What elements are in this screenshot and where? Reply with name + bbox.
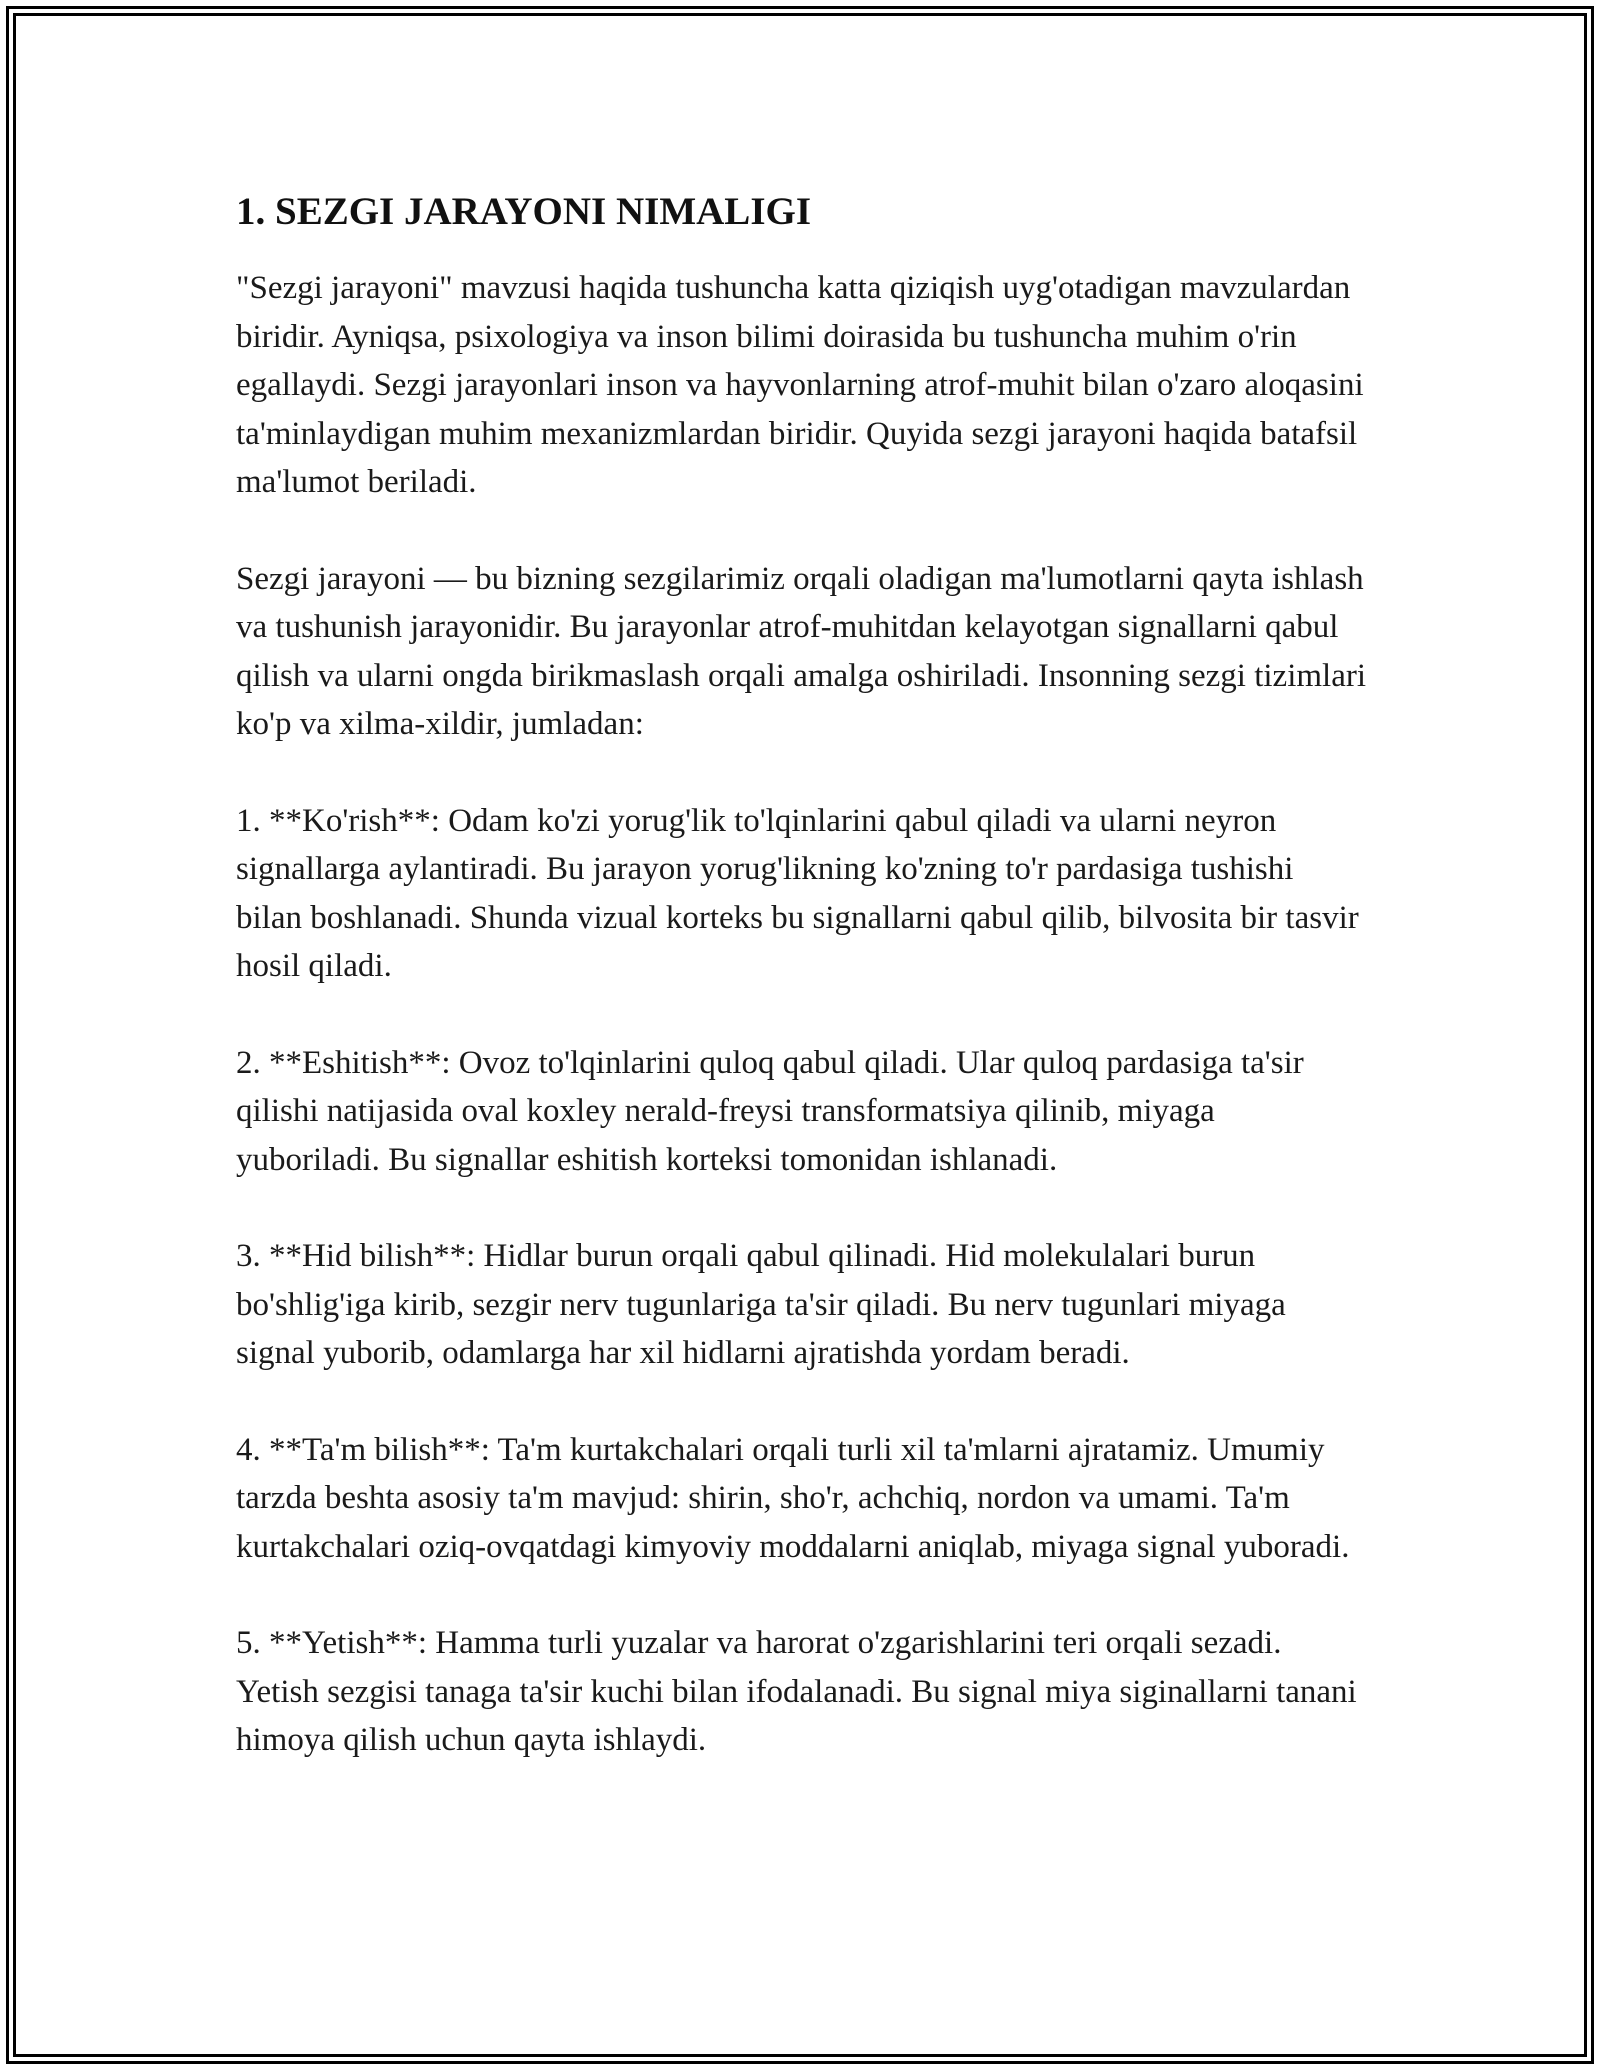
list-item-hearing: 2. **Eshitish**: Ovoz to'lqinlarini quloq qabul qiladi. Ular quloq pardasiga ta'sir qilishi natijasida oval koxley nerald-freysi transformatsiya qilinib, miyaga yuboriladi. Bu signallar eshitish korteksi tomonidan ishlanadi. [236,1044,1304,1178]
list-item-touch: 5. **Yetish**: Hamma turli yuzalar va harorat o'zgarishlarini teri orqali sezadi. Yetish sezgisi tanaga ta'sir kuchi bilan ifodalanadi. Bu signal miya siginallarni tanani himoya qilish uchun qayta ishlaydi. [236,1625,1357,1758]
list-item-sight: 1. **Ko'rish**: Odam ko'zi yorug'lik to'lqinlarini qabul qiladi va ularni neyron signallarga aylantiradi. Bu jarayon yorug'likning ko'zning to'r pardasiga tushishi bilan boshlanadi. Shunda vizual korteks bu signallarni qabul qilib, bilvosita bir tasvir hosil qiladi. [236,802,1359,984]
list-item-smell: 3. **Hid bilish**: Hidlar burun orqali qabul qilinadi. Hid molekulalari burun bo'shlig'iga kirib, sezgir nerv tugunlariga ta'sir qiladi. Bu nerv tugunlari miyaga signal yuborib, odamlarga har xil hidlarni ajratishda yordam beradi. [236,1238,1286,1371]
document-title: 1. SEZGI JARAYONI NIMALIGI [236,190,812,233]
list-item-taste: 4. **Ta'm bilish**: Ta'm kurtakchalari orqali turli xil ta'mlarni ajratamiz. Umumiy tarzda beshta asosiy ta'm mavjud: shirin, sho'r, achchiq, nordon va umami. Ta'm kurtakchalari oziq-ovqatdagi kimyoviy moddalarni aniqlab, miyaga signal yuboradi. [236,1431,1350,1565]
paragraph-intro: "Sezgi jarayoni" mavzusi haqida tushuncha katta qiziqish uyg'otadigan mavzulardan biridir. Ayniqsa, psixologiya va inson bilimi doirasida bu tushuncha muhim o'rin egallaydi. Sezgi jarayonlari inson va hayvonlarning atrof-muhit bilan o'zaro aloqasini ta'minlaydigan muhim mexanizmlardan biridir. Quyida sezgi jarayoni haqida batafsil ma'lumot beriladi. [236,270,1364,500]
paragraph-definition: Sezgi jarayoni — bu bizning sezgilarimiz orqali oladigan ma'lumotlarni qayta ishlash va tushunish jarayonidir. Bu jarayonlar atrof-muhitdan kelayotgan signallarni qabul qilish va ularni ongda birikmaslash orqali amalga oshiriladi. Insonning sezgi tizimlari ko'p va xilma-xildir, jumladan: [236,560,1367,742]
document-body [236,186,1366,1813]
